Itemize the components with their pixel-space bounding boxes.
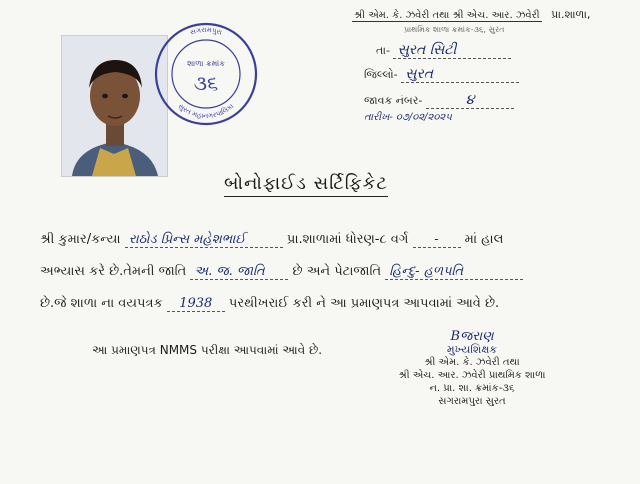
signatory-line-1: શ્રી એમ. કે. ઝવેરી તથા <box>424 357 520 368</box>
signatory-line-4: સગરામપુરા સુરત <box>438 396 506 407</box>
certificate-line-3: છે.જે શાળા ના વયપત્રક 1938 પરથીખરાઈ કરી ને આ પ્રમાણપત્ર આપવામાં આવે છે. <box>40 296 500 311</box>
outward-value: ૪ <box>426 92 514 109</box>
taluka-label: તા- <box>376 44 390 57</box>
division: - <box>413 232 461 248</box>
school-name: શ્રી એમ. કે. ઝવેરી તથા શ્રી એચ. આર. ઝવેરી <box>354 10 540 21</box>
certificate-title: બોનોફાઈડ સર્ટિફિકેટ <box>224 173 388 194</box>
signatory-role: મુખ્યશિક્ષક <box>446 343 498 356</box>
student-name: રાઠોડ પ્રિન્સ મહેશભાઈ <box>125 232 283 248</box>
school-subline: પ્રાથમિક શાળા ક્રમાંક-૩૬, સુરત <box>404 25 505 34</box>
outward-number-field <box>364 92 514 109</box>
svg-text:સગરામપુરા <box>189 26 223 37</box>
school-header <box>352 8 590 22</box>
school-stamp <box>150 20 262 128</box>
register-number: 1938 <box>167 296 225 312</box>
purpose-note: આ પ્રમાણપત્ર NMMS પરીક્ષા આપવામાં આવે છે. <box>92 343 323 357</box>
signatory-line-3: ન. પ્રા. શા. ક્રમાંક-૩૬ <box>429 383 515 394</box>
signature: Bજરાણ <box>450 329 494 344</box>
svg-text:સુરત મહાનગરપાલિકા <box>177 102 236 120</box>
certificate-line-2: અભ્યાસ કરે છે.તેમની જાતિ અ. જ. જાતિ છે અને પેટાજાતિ હિન્દુ- હળપતિ <box>40 264 523 280</box>
school-suffix: પ્રા.શાળા, <box>551 8 591 21</box>
certificate-line-1: શ્રી કુમાર/કન્યા રાઠોડ પ્રિન્સ મહેશભાઈ પ્રા.શાળામાં ધોરણ-૮ વર્ગ - માં હાલ <box>40 232 504 247</box>
district-label: જિલ્લો- <box>364 68 398 81</box>
outward-label: જાવક નંબર- <box>364 94 423 107</box>
stamp-center-label: શાળા ક્રમાંક <box>187 59 225 68</box>
district-value: સુરત <box>401 66 519 83</box>
signatory-line-2: શ્રી એચ. આર. ઝવેરી પ્રાથમિક શાળા <box>398 370 546 381</box>
stamp-top-text: સગરામપુરા <box>189 25 223 37</box>
taluka-field <box>376 42 511 59</box>
stamp-bottom-text: સુરત મહાનગરપાલિકા <box>176 102 236 121</box>
principal-signature-block <box>392 330 552 408</box>
taluka-value: સુરત સિટી <box>393 42 511 59</box>
sub-caste-value: હિન્દુ- હળપતિ <box>385 264 523 280</box>
issue-date: તારીખ- ૦૭/૦૨/૨૦૨૫ <box>364 112 452 123</box>
district-field <box>364 66 519 83</box>
caste-value: અ. જ. જાતિ <box>190 264 288 280</box>
stamp-number: ૩૬ <box>193 71 219 95</box>
